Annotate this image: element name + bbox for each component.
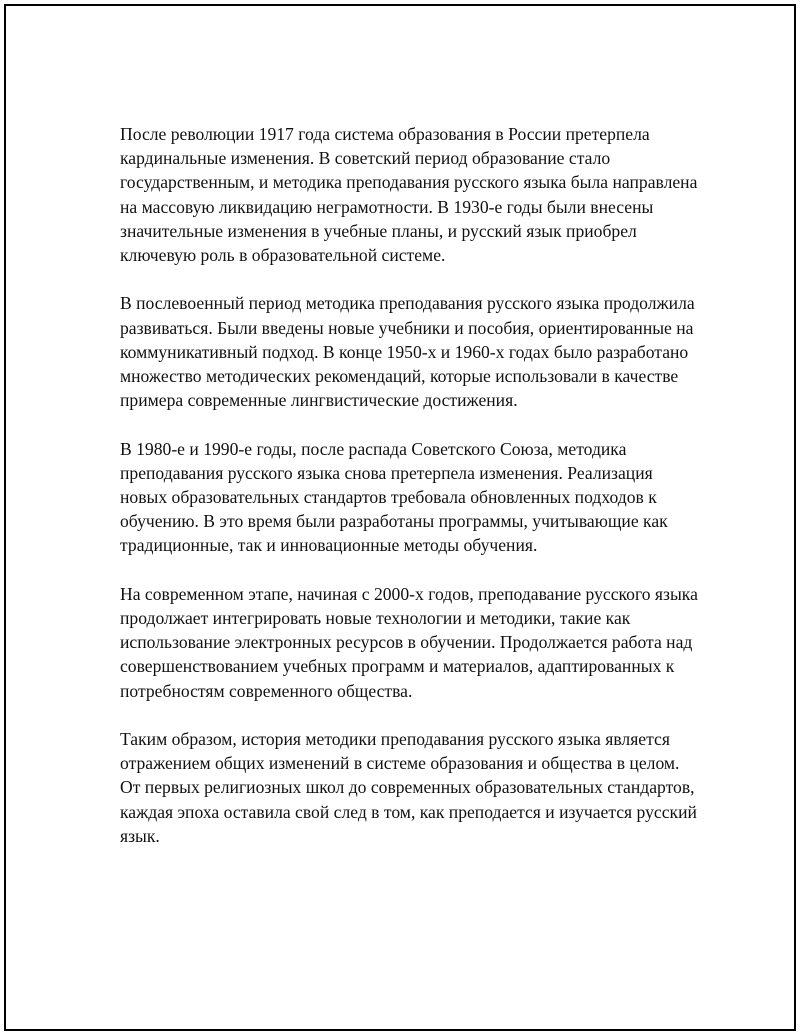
paragraph-1: После революции 1917 года система образования в России претерпела кардинальные изменения. В советский период образование стало государственным, и методика преподавания русского языка была направлена на массовую ликвидацию неграмотности. В 1930-е годы были внесены значительные изменения в учебные планы, и русский язык приобрел ключевую роль в образовательной системе. — [120, 124, 698, 266]
paragraph-5: Таким образом, история методики преподавания русского языка является отражением общих изменений в системе образования и общества в целом. От первых религиозных школ до современных образовательных стандартов, каждая эпоха оставила свой след в том, как преподается и изучается русский язык. — [120, 729, 697, 846]
paragraph-4: На современном этапе, начиная с 2000-х годов, преподавание русского языка продолжает интегрировать новые технологии и методики, такие как использование электронных ресурсов в обучении. Продолжается работа над совершенствованием учебных программ и материалов, адаптированных к потребностям современного общества. — [120, 583, 698, 701]
paragraph-3: В 1980-е и 1990-е годы, после распада Советского Союза, методика преподавания русского языка снова претерпела изменения. Реализация новых образовательных стандартов требовала обновленных подходов к обучению. В это время были разработаны программы, учитывающие как традиционные, так и инновационные методы обучения. — [120, 438, 668, 556]
paragraph-2: В послевоенный период методика преподавания русского языка продолжила развиваться. Были введены новые учебники и пособия, ориентированные на коммуникативный подход. В конце 1950-х и 1960-х годах было разработано множество методических рекомендаций, которые использовали в качестве примера современные лингвистические достижения. — [120, 293, 695, 411]
document-body — [120, 122, 698, 872]
document-page — [4, 4, 796, 1031]
